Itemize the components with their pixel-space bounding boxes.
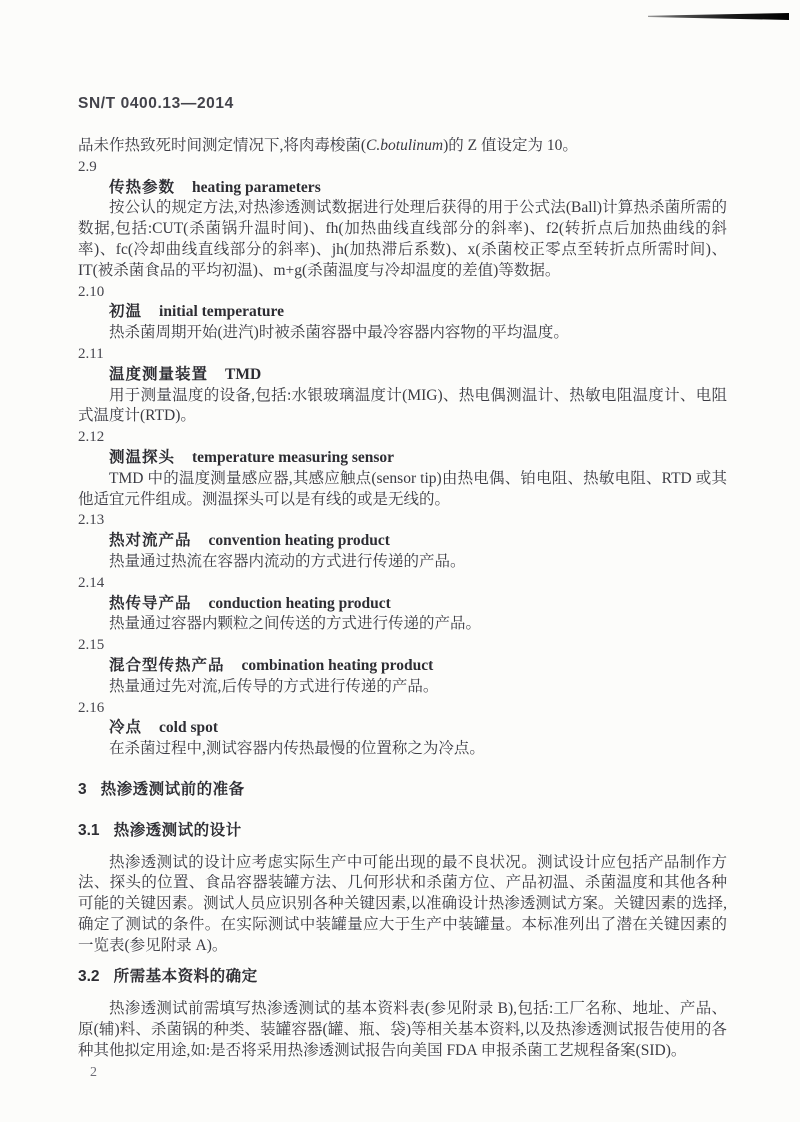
term-block-2-10 — [78, 282, 727, 344]
term-name-en: combination heating product — [241, 656, 434, 674]
term-name-cn: 测温探头 — [109, 448, 176, 466]
term-block-2-9 — [78, 157, 727, 282]
term-definition: 热杀菌周期开始(进汽)时被杀菌容器中最冷容器内容物的平均温度。 — [109, 324, 569, 342]
term-block-2-11 — [78, 344, 727, 427]
term-number: 2.16 — [78, 699, 105, 716]
term-heading — [78, 302, 727, 323]
page-number: 2 — [90, 1064, 97, 1080]
term-number: 2.15 — [78, 637, 105, 654]
standard-code-header: SN/T 0400.13—2014 — [78, 95, 234, 112]
term-number: 2.10 — [78, 283, 105, 300]
term-name-en: initial temperature — [159, 303, 284, 321]
term-heading — [78, 531, 727, 552]
chapter-title: 热渗透测试前的准备 — [100, 780, 245, 798]
subsection-paragraph: 热渗透测试前需填写热渗透测试的基本资料表(参见附录 B),包括:工厂名称、地址、产品、原(辅)料、杀菌锅的种类、装罐容器(罐、瓶、袋)等相关基本资料,以及热渗透测试报告使用的各种其他拟定用途,如:是否将采用热渗透测试报告向美国 FDA 申报杀菌工艺规程备案(SID)。 — [78, 1000, 727, 1059]
subsection-number: 3.1 — [78, 821, 100, 839]
carryover-paragraph — [78, 136, 727, 157]
term-number: 2.13 — [78, 512, 105, 529]
subsection-title: 热渗透测试的设计 — [113, 821, 242, 839]
term-definition: TMD 中的温度测量感应器,其感应触点(sensor tip)由热电偶、铂电阻、热敏电阻、RTD 或其他适宜元件组成。测温探头可以是有线的或是无线的。 — [78, 469, 727, 508]
term-block-2-14 — [78, 573, 727, 635]
term-number: 2.9 — [78, 158, 97, 175]
term-heading — [78, 448, 727, 469]
term-heading — [78, 718, 727, 739]
chapter-number: 3 — [78, 780, 87, 798]
term-name-en: TMD — [225, 365, 262, 383]
subsection-number: 3.2 — [78, 968, 100, 986]
species-name-italic: C.botulinum — [366, 137, 444, 154]
term-block-2-15 — [78, 635, 727, 697]
term-number: 2.11 — [78, 345, 104, 362]
term-number: 2.14 — [78, 574, 105, 591]
scan-artifact-bar — [648, 13, 789, 20]
term-heading — [78, 178, 727, 199]
term-number: 2.12 — [78, 429, 105, 446]
term-definition: 按公认的规定方法,对热渗透测试数据进行处理后获得的用于公式法(Ball)计算热杀菌所需的数据,包括:CUT(杀菌锅升温时间)、fh(加热曲线直线部分的斜率)、f2(转折点后加热曲线的斜率)、fc(冷却曲线直线部分的斜率)、jh(加热滞后系数)、x(杀菌校正零点至转折点所需时间)、IT(被杀菌食品的平均初温)、m+g(杀菌温度与冷却温度的差值)等数据。 — [78, 199, 727, 279]
term-definition: 热量通过容器内颗粒之间传送的方式进行传递的产品。 — [109, 615, 482, 633]
term-definition: 热量通过先对流,后传导的方式进行传递的产品。 — [109, 677, 439, 695]
body-text — [78, 136, 727, 1083]
term-block-2-16 — [78, 698, 727, 760]
term-name-cn: 热对流产品 — [109, 532, 192, 550]
subsection-paragraph: 热渗透测试的设计应考虑实际生产中可能出现的最不良状况。测试设计应包括产品制作方法、探头的位置、食品容器装罐方法、几何形状和杀菌方位、产品初温、杀菌温度和其他各种可能的关键因素。测试人员应识别各种关键因素,以准确设计热渗透测试方案。关键因素的选择,确定了测试的条件。在实际测试中装罐量应大于生产中装罐量。本标准列出了潜在关键因素的一览表(参见附录 A)。 — [78, 853, 727, 954]
subsection-title: 所需基本资料的确定 — [113, 968, 258, 986]
term-name-cn: 热传导产品 — [109, 594, 192, 612]
subsection-heading-3-2 — [78, 967, 727, 988]
term-block-2-12 — [78, 427, 727, 510]
term-name-cn: 传热参数 — [109, 178, 176, 196]
page-content — [78, 95, 727, 1083]
term-definition: 在杀菌过程中,测试容器内传热最慢的位置称之为冷点。 — [109, 740, 485, 758]
carryover-text-pre: 品未作热致死时间测定情况下,将肉毒梭菌( — [78, 137, 367, 154]
term-definition: 用于测量温度的设备,包括:水银玻璃温度计(MIG)、热电偶测温计、热敏电阻温度计、电阻式温度计(RTD)。 — [78, 386, 727, 425]
term-name-en: temperature measuring sensor — [192, 448, 395, 466]
term-name-cn: 冷点 — [109, 719, 143, 737]
term-name-en: convention heating product — [208, 532, 390, 550]
chapter-heading — [78, 780, 727, 801]
term-definition: 热量通过热流在容器内流动的方式进行传递的产品。 — [109, 552, 466, 570]
term-heading — [78, 365, 727, 386]
term-heading — [78, 656, 727, 677]
term-heading — [78, 594, 727, 615]
term-name-en: cold spot — [159, 719, 219, 737]
term-name-en: heating parameters — [192, 178, 321, 196]
term-name-en: conduction heating product — [208, 594, 391, 612]
carryover-text-post: )的 Z 值设定为 10。 — [443, 137, 578, 154]
term-name-cn: 初温 — [109, 303, 143, 321]
subsection-heading-3-1 — [78, 821, 727, 842]
term-name-cn: 温度测量装置 — [109, 365, 209, 383]
term-name-cn: 混合型传热产品 — [109, 656, 225, 674]
term-block-2-13 — [78, 510, 727, 572]
